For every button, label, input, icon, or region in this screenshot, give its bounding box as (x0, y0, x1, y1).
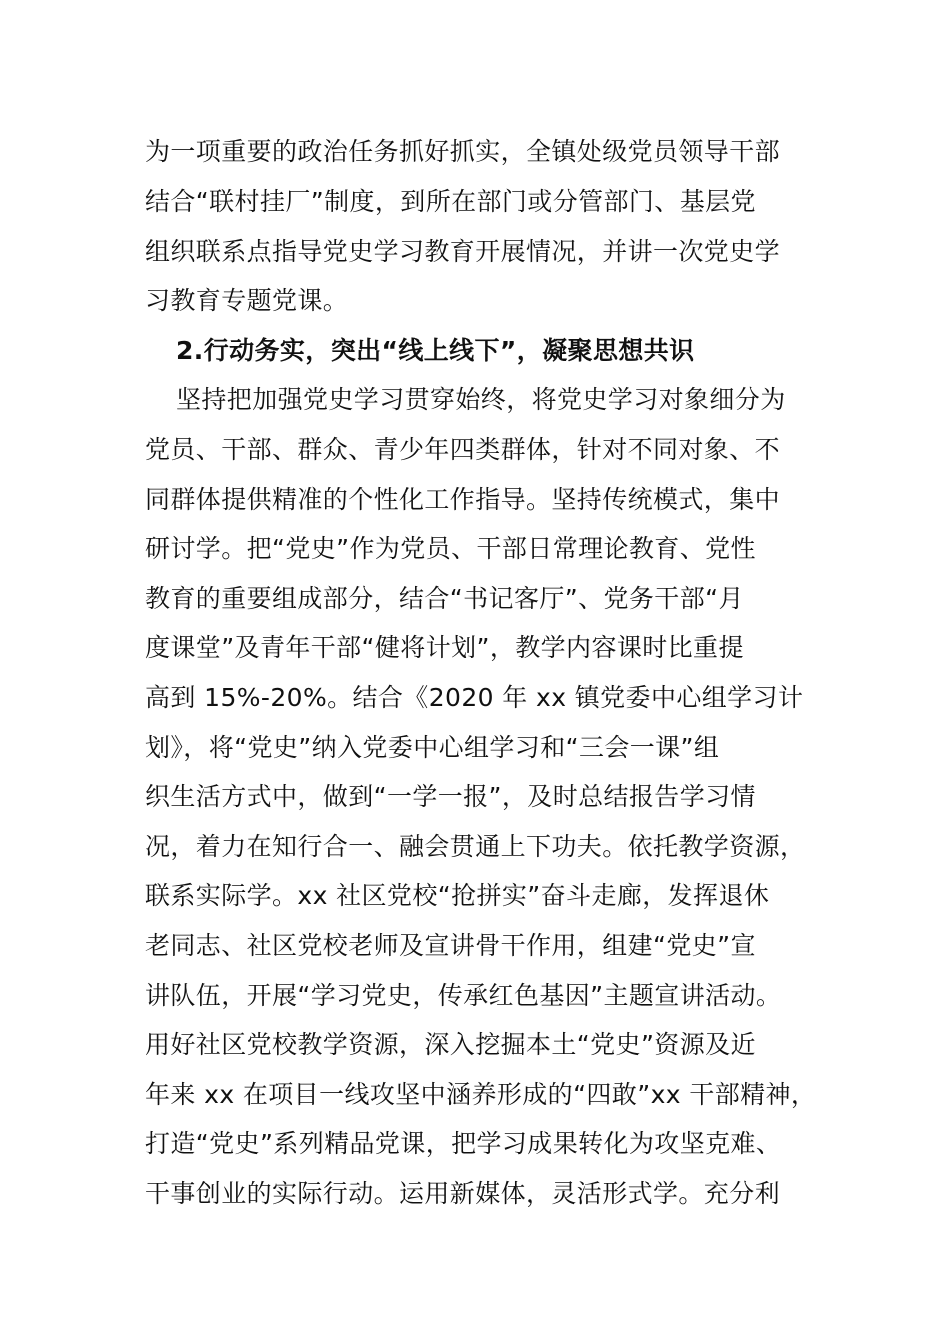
body-line: 老同志、社区党校老师及宣讲骨干作用，组建“党史”宣 (145, 931, 756, 960)
body-line: 高到 15%-20%。结合《2020 年 xx 镇党委中心组学习计 (145, 683, 804, 712)
body-line: 年来 xx 在项目一线攻坚中涵养形成的“四敢”xx 干部精神， (145, 1080, 817, 1109)
body-line: 联系实际学。xx 社区党校“抢拼实”奋斗走廊，发挥退休 (145, 881, 770, 910)
body-line: 结合“联村挂厂”制度，到所在部门或分管部门、基层党 (145, 187, 756, 216)
body-line: 讲队伍，开展“学习党史，传承红色基因”主题宣讲活动。 (145, 981, 782, 1010)
body-line: 党员、干部、群众、青少年四类群体，针对不同对象、不 (145, 435, 781, 464)
body-line: 织生活方式中，做到“一学一报”，及时总结报告学习情 (145, 782, 756, 811)
body-line: 况，着力在知行合一、融会贯通上下功夫。依托教学资源， (145, 832, 806, 861)
body-line: 组织联系点指导党史学习教育开展情况，并讲一次党史学 (145, 237, 781, 266)
body-line: 度课堂”及青年干部“健将计划”，教学内容课时比重提 (145, 633, 744, 662)
body-line: 划》，将“党史”纳入党委中心组学习和“三会一课”组 (145, 733, 720, 762)
body-line: 研讨学。把“党史”作为党员、干部日常理论教育、党性 (145, 534, 756, 563)
body-line: 打造“党史”系列精品党课，把学习成果转化为攻坚克难、 (145, 1129, 782, 1158)
body-line: 用好社区党校教学资源，深入挖掘本土“党史”资源及近 (145, 1030, 756, 1059)
body-line: 干事创业的实际行动。运用新媒体，灵活形式学。充分利 (145, 1179, 781, 1208)
body-line: 教育的重要组成部分，结合“书记客厅”、党务干部“月 (145, 584, 744, 613)
body-line: 为一项重要的政治任务抓好抓实，全镇处级党员领导干部 (145, 137, 781, 166)
body-line: 习教育专题党课。 (145, 286, 349, 315)
section-heading: 2.行动务实，突出“线上线下”，凝聚思想共识 (176, 336, 695, 365)
paragraph-first-line: 坚持把加强党史学习贯穿始终，将党史学习对象细分为 (176, 385, 786, 414)
body-line: 同群体提供精准的个性化工作指导。坚持传统模式，集中 (145, 485, 781, 514)
